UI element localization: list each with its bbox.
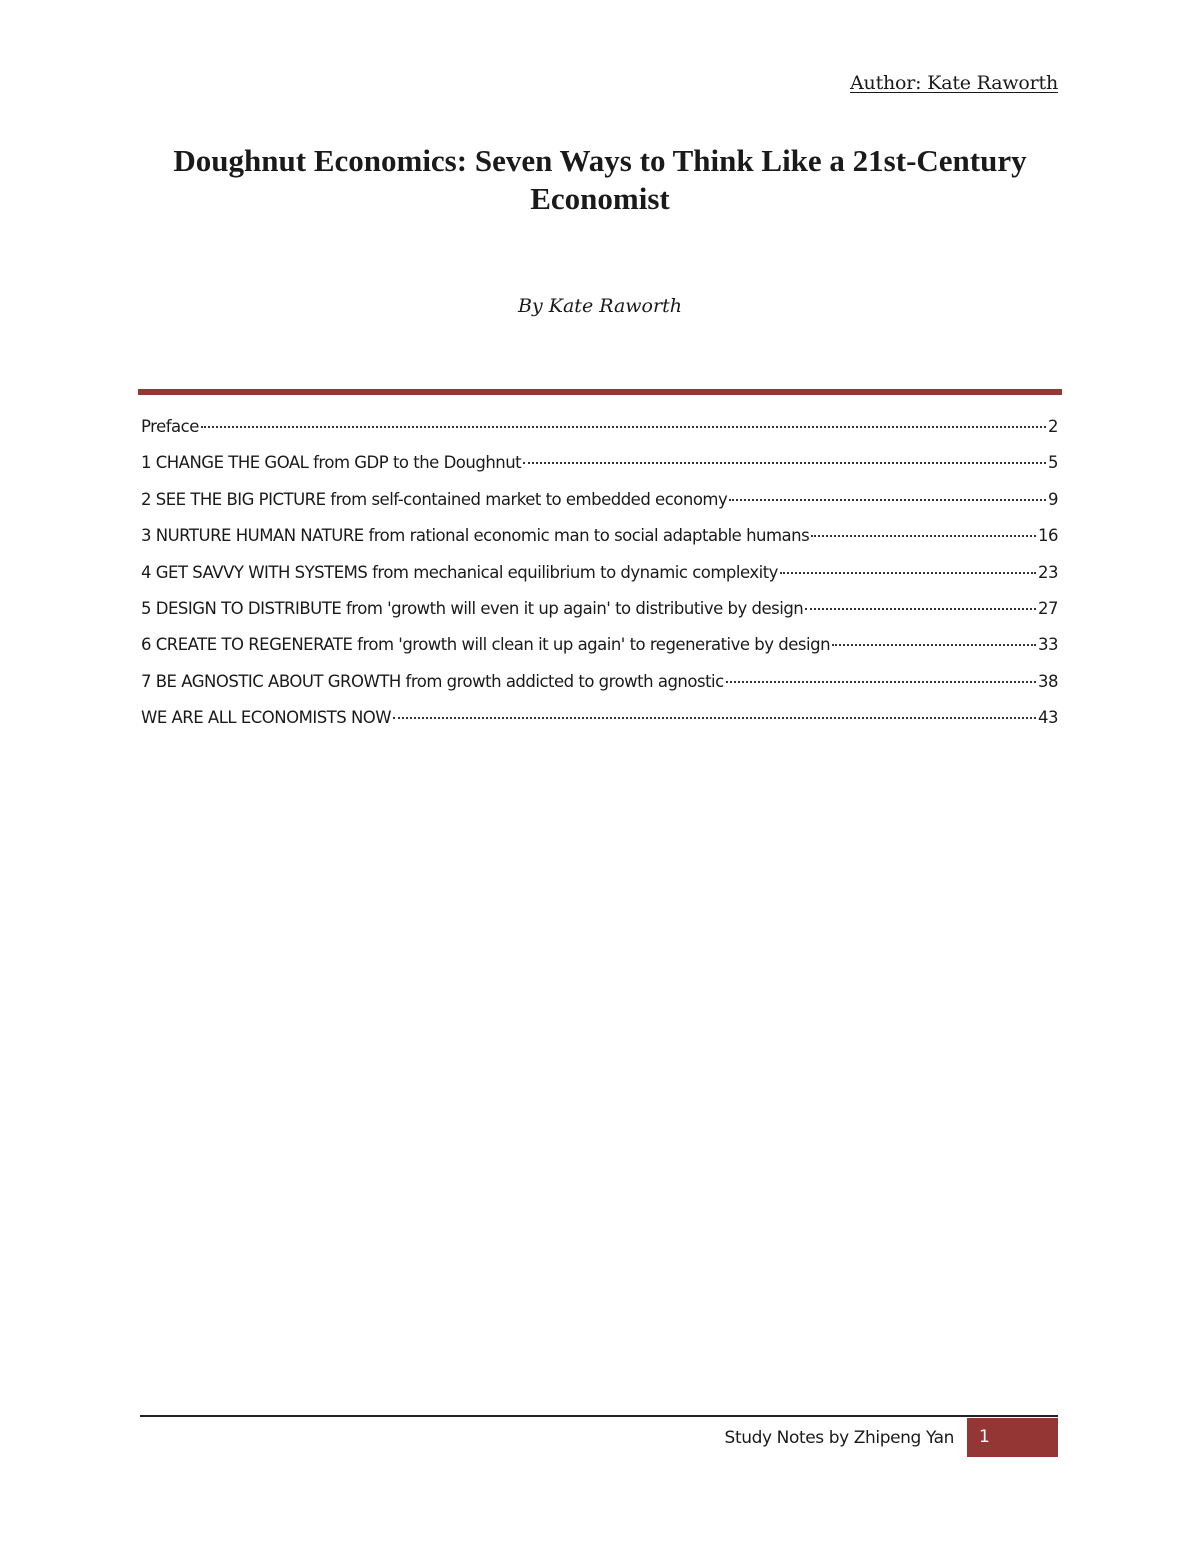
toc-entry-label: 2 SEE THE BIG PICTURE from self-contained market to embedded economy [141, 489, 728, 509]
toc-entry-page: 16 [1038, 526, 1058, 546]
toc-leader-dots [729, 499, 1046, 501]
toc-entry-page: 5 [1048, 453, 1058, 473]
table-of-contents [141, 417, 1058, 745]
toc-entry[interactable] [141, 563, 1058, 599]
toc-entry-page: 38 [1038, 671, 1058, 691]
toc-entry-page: 9 [1048, 489, 1058, 509]
toc-entry-page: 27 [1038, 598, 1058, 618]
toc-leader-dots [201, 426, 1046, 428]
title-divider [138, 389, 1062, 395]
footer-rule [140, 1415, 1058, 1417]
toc-entry[interactable] [141, 453, 1058, 489]
toc-entry-label: 6 CREATE TO REGENERATE from 'growth will clean it up again' to regenerative by design [141, 635, 831, 655]
toc-leader-dots [805, 608, 1036, 610]
toc-leader-dots [832, 644, 1036, 646]
toc-leader-dots [780, 572, 1036, 574]
toc-entry[interactable] [141, 526, 1058, 562]
toc-entry[interactable] [141, 490, 1058, 526]
toc-entry-page: 33 [1038, 635, 1058, 655]
toc-entry[interactable] [141, 635, 1058, 671]
toc-entry[interactable] [141, 672, 1058, 708]
toc-entry-label: Preface [141, 417, 199, 436]
toc-entry-page: 43 [1038, 708, 1058, 728]
document-title: Doughnut Economics: Seven Ways to Think Like a 21st-Century Economist [173, 143, 1027, 216]
toc-entry-label: 3 NURTURE HUMAN NATURE from rational economic man to social adaptable humans [141, 526, 810, 546]
toc-entry-page: 23 [1038, 562, 1058, 582]
toc-leader-dots [726, 681, 1036, 683]
toc-entry-label: 5 DESIGN TO DISTRIBUTE from 'growth will even it up again' to distributive by design [141, 598, 804, 618]
toc-entry-label: 4 GET SAVVY WITH SYSTEMS from mechanical equilibrium to dynamic complexity [141, 562, 778, 582]
document-byline: By Kate Raworth [518, 295, 682, 317]
toc-entry[interactable] [141, 599, 1058, 635]
toc-entry[interactable] [141, 417, 1058, 453]
toc-leader-dots [393, 717, 1036, 719]
toc-entry-label: WE ARE ALL ECONOMISTS NOW [141, 708, 392, 728]
toc-leader-dots [523, 462, 1046, 464]
footer-page-number: 1 [967, 1418, 1058, 1457]
toc-entry-page: 2 [1048, 417, 1058, 436]
toc-entry-label: 1 CHANGE THE GOAL from GDP to the Doughnut [141, 453, 522, 473]
header-author: Author: Kate Raworth [850, 72, 1058, 94]
toc-entry[interactable] [141, 708, 1058, 744]
toc-entry-label: 7 BE AGNOSTIC ABOUT GROWTH from growth addicted to growth agnostic [141, 671, 724, 691]
footer-notes: Study Notes by Zhipeng Yan [724, 1428, 954, 1448]
toc-leader-dots [811, 535, 1036, 537]
